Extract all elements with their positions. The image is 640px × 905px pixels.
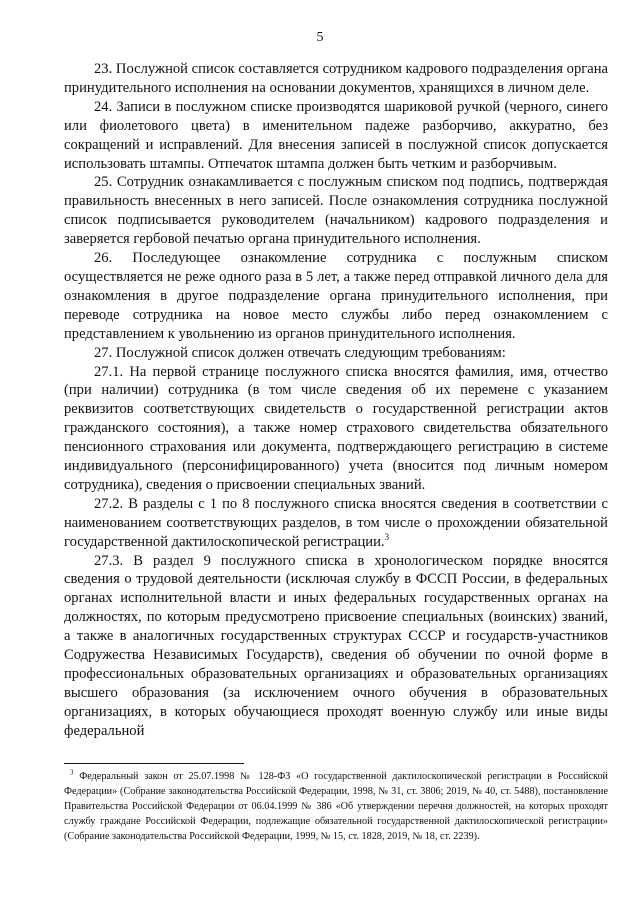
paragraph-27-3: 27.3. В раздел 9 послужного списка в хронологическом порядке вносятся сведения о трудовой деятельности (исключая службу в ФССП России, в федеральных органах исполнительной власти и иных федеральных государственных органах на должностях, по которым предусмотрено присвоение специальных (воинских) званий, а также в аналогичных государственных структурах СССР и государств-участников Содружества Независимых Государств), сведения об обучении по очной форме в профессиональных образовательных организациях и образовательных организациях высшего образования (за исключением очного обучения в образовательных организациях, в которых обучающиеся проходят военную службу или иные виды федеральной <box>64 552 608 739</box>
paragraph-26: 26. Последующее ознакомление сотрудника с послужным списком осуществляется не реже одного раза в 5 лет, а также перед отправкой личного дела для ознакомления в другое подразделение органа принудительного исполнения, при переводе сотрудника на новое место службы либо перед ознакомлением с представлением к увольнению из органов принудительного исполнения. <box>64 250 608 342</box>
footnote-text: Федеральный закон от 25.07.1998 № 128-ФЗ «О государственной дактилоскопической регистрации в Российской Федерации» (Собрание законодательства Российской Федерации, 1998, № 31, ст. 3806; 2019, № 40, ст. 5488), постановление Правительства Российской Федерации от 06.04.1999 № 386 «Об утверждении перечня должностей, на которых проходят службу граждане Российской Федерации, подлежащие обязательной государственной дактилоскопической регистрации» (Собрание законодательства Российской Федерации, 1999, № 15, ст. 1828, 2019, № 18, ст. 2239). <box>64 771 609 842</box>
footnote-marker: 3 <box>70 768 74 777</box>
paragraph-27: 27. Послужной список должен отвечать следующим требованиям: <box>94 344 506 361</box>
paragraph-24: 24. Записи в послужном списке производятся шариковой ручкой (черного, синего или фиолетового цвета) в именительном падеже разборчиво, аккуратно, без сокращений и исправлений. Для внесения записей в послужной список допускается использовать штампы. Отпечаток штампа должен быть четким и разборчивым. <box>64 98 608 172</box>
footnote-reference[interactable]: 3 <box>384 531 390 542</box>
document-body <box>64 60 608 741</box>
footnote <box>64 770 608 845</box>
paragraph-27-1: 27.1. На первой странице послужного списка вносятся фамилия, имя, отчество (при наличии) сотрудника (в том числе сведения об их перемене с указанием реквизитов соответствующих свидетельств о государственной регистрации актов гражданского состояния), а также номер страхового свидетельства обязательного пенсионного страхования или документа, подтверждающего регистрацию в системе индивидуального (персонифицированного) учета (вносится под личным номером сотрудника), сведения о присвоении специальных званий. <box>64 363 608 493</box>
paragraph-27-2 <box>64 495 608 552</box>
paragraph-25: 25. Сотрудник ознакамливается с послужным списком под подпись, подтверждая правильность внесенных в него записей. После ознакомления сотрудника послужной список подписывается руководителем (начальником) кадрового подразделения и заверяется гербовой печатью органа принудительного исполнения. <box>64 174 608 248</box>
page-number: 5 <box>316 30 324 45</box>
paragraph-27-2-text: 27.2. В разделы с 1 по 8 послужного списка вносятся сведения в соответствии с наименованием соответствующих разделов, в том числе о прохождении обязательной государственной дактилоскопической регистрации. <box>64 495 608 550</box>
paragraph-23: 23. Послужной список составляется сотрудником кадрового подразделения органа принудительного исполнения на основании документов, хранящихся в личном деле. <box>64 61 608 96</box>
footnote-divider <box>64 763 244 764</box>
